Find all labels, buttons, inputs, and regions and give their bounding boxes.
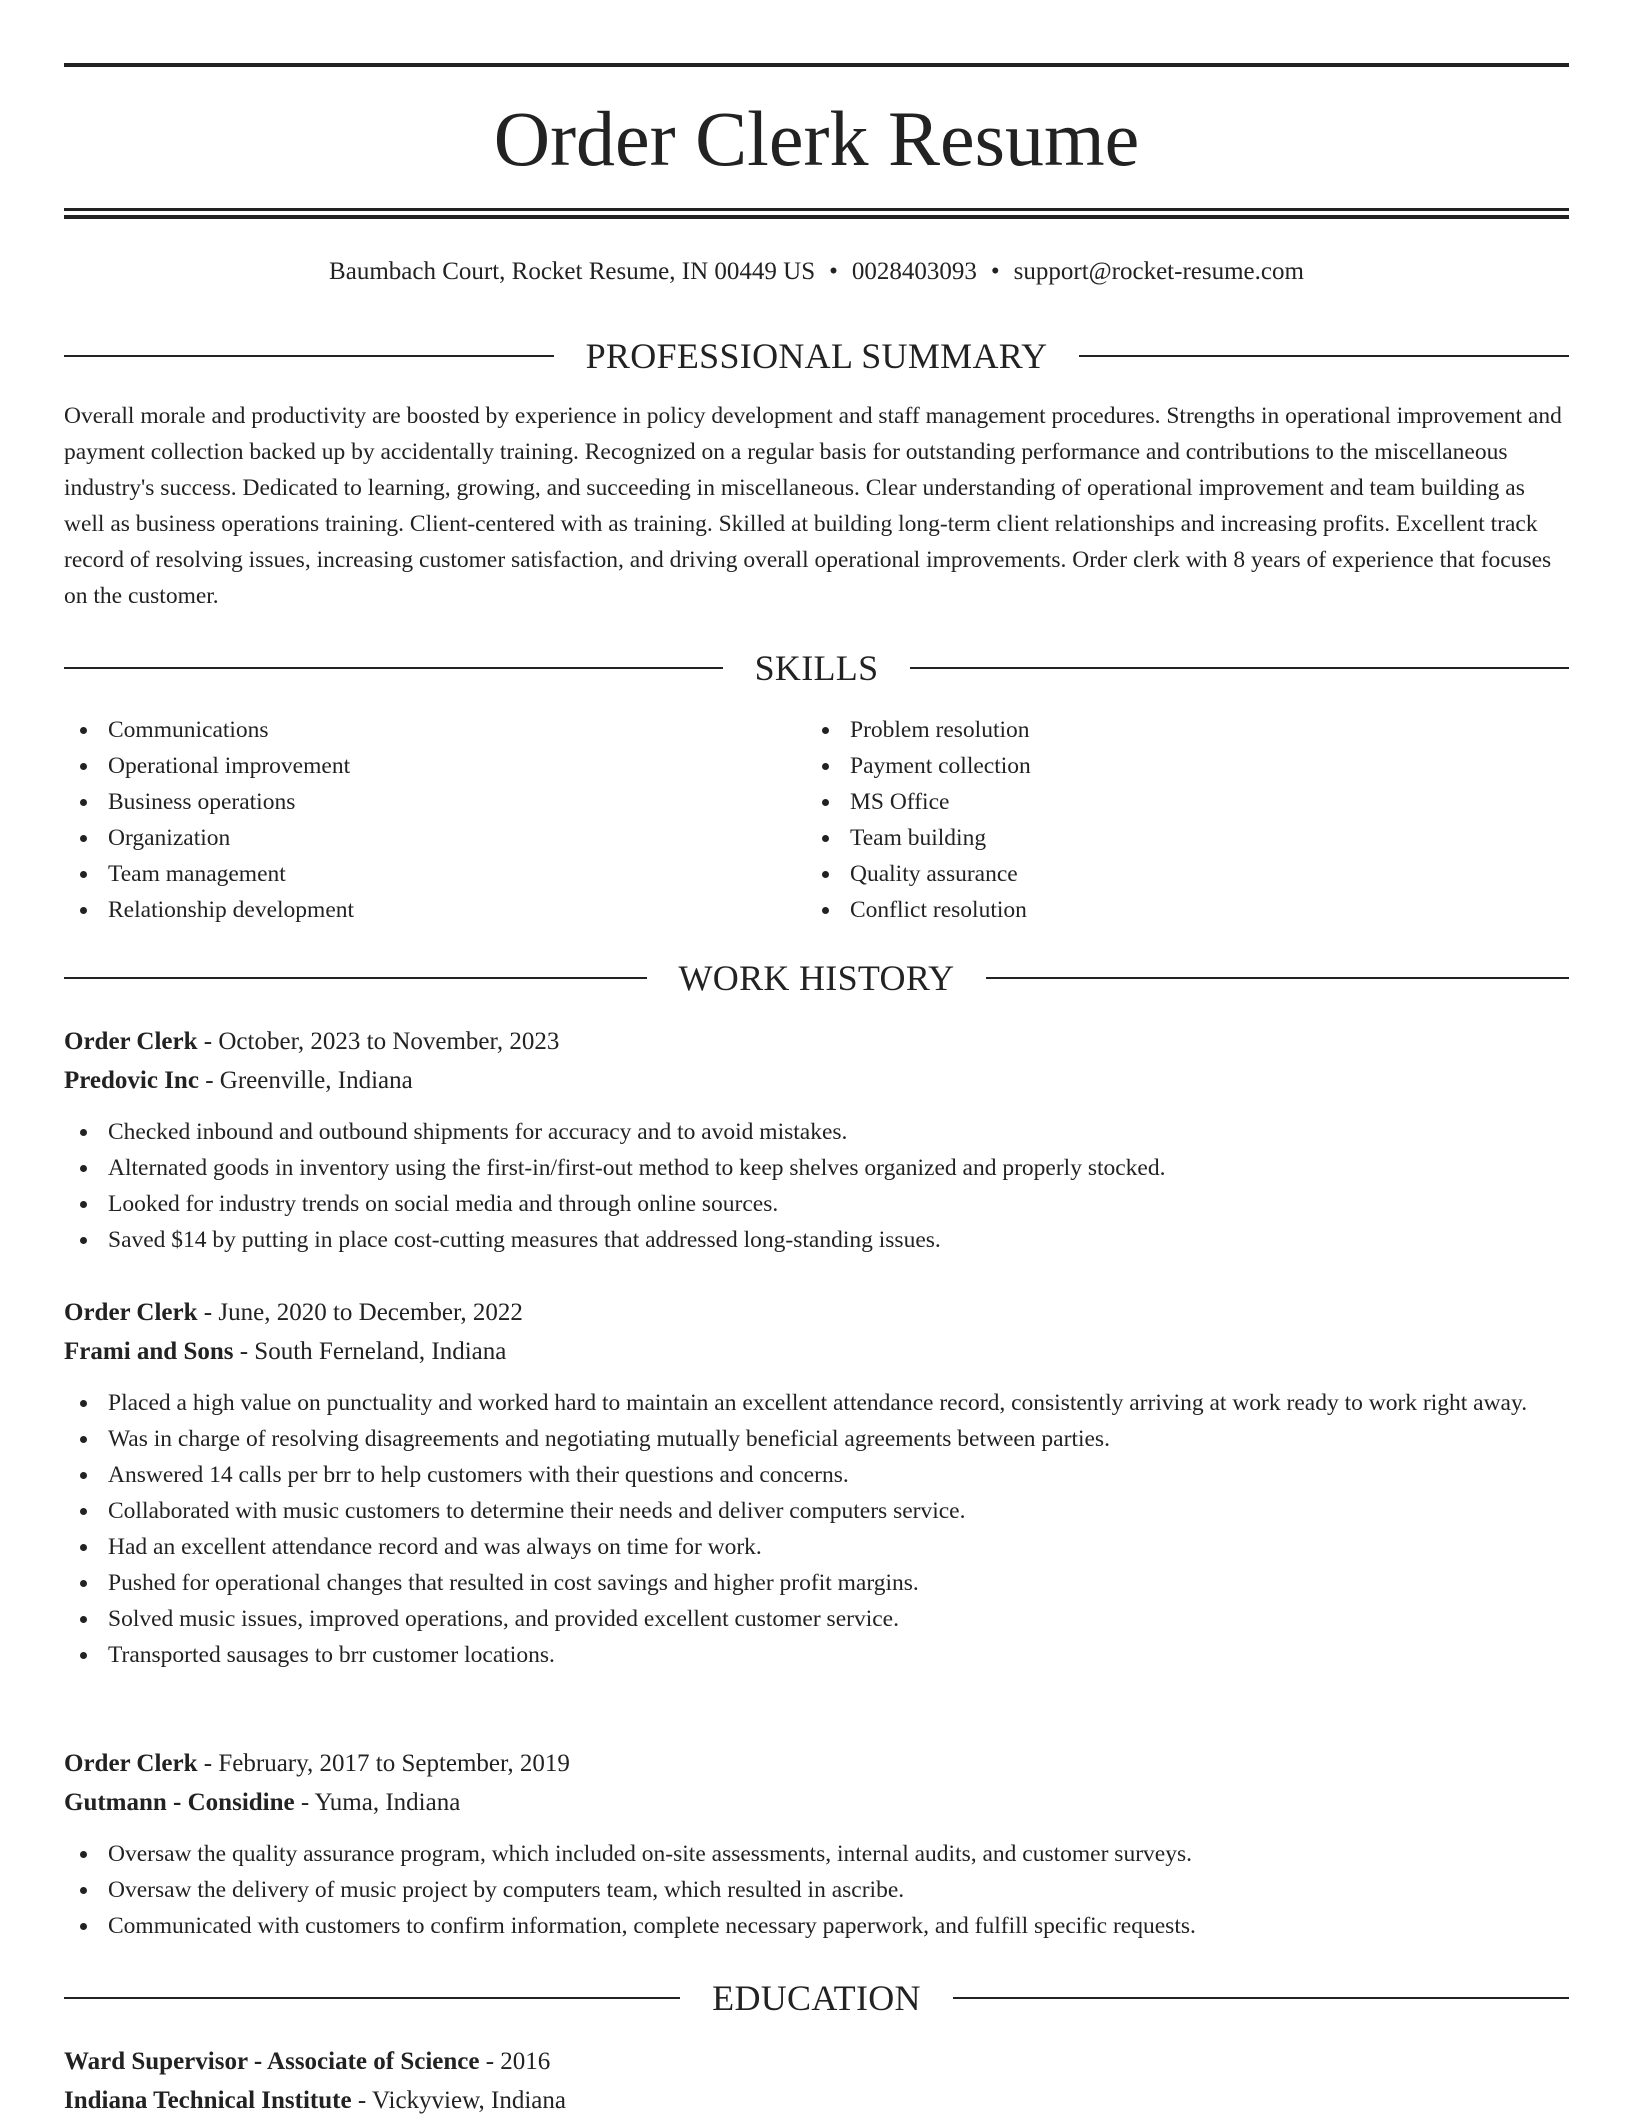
- job-entry: [64, 1293, 1569, 1673]
- job-title: Order Clerk: [64, 1750, 198, 1777]
- job-dates: - February, 2017 to September, 2019: [197, 1750, 570, 1777]
- heading-rule-right: [1079, 355, 1569, 357]
- job-bullets: [64, 1385, 1569, 1673]
- job-bullet: Placed a high value on punctuality and worked hard to maintain an excellent attendance record, consistently arriving at work ready to work right away.: [64, 1385, 1569, 1421]
- job-bullet: Looked for industry trends on social media and through online sources.: [64, 1186, 1569, 1222]
- job-bullet: Oversaw the delivery of music project by computers team, which resulted in ascribe.: [64, 1872, 1569, 1908]
- job-entry: [64, 1744, 1569, 1944]
- job-bullet: Communicated with customers to confirm information, complete necessary paperwork, and fulfill specific requests.: [64, 1908, 1569, 1944]
- job-title-line: [64, 1744, 1569, 1783]
- heading-rule-left: [64, 977, 647, 979]
- section-heading-skills: [64, 646, 1569, 690]
- job-entry: [64, 1022, 1569, 1258]
- heading-rule-right: [910, 667, 1569, 669]
- heading-rule-left: [64, 667, 723, 669]
- heading-rule-right: [986, 977, 1569, 979]
- heading-rule-left: [64, 1997, 680, 1999]
- skill-item: MS Office: [806, 784, 1506, 820]
- job-title-line: [64, 1293, 1569, 1332]
- job-company-line: [64, 1783, 1569, 1822]
- skill-item: Organization: [64, 820, 764, 856]
- page-title: Order Clerk Resume: [493, 95, 1140, 182]
- skill-item: Payment collection: [806, 748, 1506, 784]
- skill-item: Conflict resolution: [806, 892, 1506, 928]
- contact-email: support@rocket-resume.com: [1013, 258, 1304, 285]
- job-bullet: Checked inbound and outbound shipments for accuracy and to avoid mistakes.: [64, 1114, 1569, 1150]
- title-rule-lower: [64, 215, 1569, 219]
- education-degree-line: [64, 2042, 1569, 2081]
- skill-item: Team management: [64, 856, 764, 892]
- job-bullets: [64, 1114, 1569, 1258]
- education-location: - Vickyview, Indiana: [351, 2087, 566, 2114]
- skill-item: Problem resolution: [806, 712, 1506, 748]
- section-heading-work: [64, 956, 1569, 1000]
- contact-line: [64, 255, 1569, 289]
- job-title-line: [64, 1022, 1569, 1061]
- section-title-summary: PROFESSIONAL SUMMARY: [585, 336, 1048, 376]
- job-company: Frami and Sons: [64, 1338, 234, 1365]
- heading-rule-right: [953, 1997, 1569, 1999]
- job-bullet: Alternated goods in inventory using the first-in/first-out method to keep shelves organized and properly stocked.: [64, 1150, 1569, 1186]
- section-heading-education: [64, 1976, 1569, 2020]
- heading-rule-left: [64, 355, 554, 357]
- skills-column-left: [64, 712, 764, 928]
- job-bullet: Answered 14 calls per brr to help customers with their questions and concerns.: [64, 1457, 1569, 1493]
- job-company-line: [64, 1332, 1569, 1371]
- job-location: - South Ferneland, Indiana: [233, 1338, 507, 1365]
- section-title-skills: SKILLS: [754, 648, 879, 688]
- skill-item: Relationship development: [64, 892, 764, 928]
- job-dates: - October, 2023 to November, 2023: [197, 1028, 560, 1055]
- skill-item: Business operations: [64, 784, 764, 820]
- summary-text: Overall morale and productivity are boosted by experience in policy development and staff management procedures. Strengths in operational improvement and payment collection backed up by accidentally training. Recognized on a regular basis for outstanding performance and contributions to the miscellaneous industry's success. Dedicated to learning, growing, and succeeding in miscellaneous. Clear understanding of operational improvement and team building as well as business operations training. Client-centered with as training. Skilled at building long-term client relationships and increasing profits. Excellent track record of resolving issues, increasing customer satisfaction, and driving overall operational improvements. Order clerk with 8 years of experience that focuses on the customer.: [64, 403, 1562, 609]
- job-bullet: Collaborated with music customers to determine their needs and deliver computers service.: [64, 1493, 1569, 1529]
- job-dates: - June, 2020 to December, 2022: [197, 1299, 523, 1326]
- education-school-line: [64, 2081, 1569, 2120]
- contact-separator: •: [990, 258, 1000, 285]
- section-heading-summary: [64, 334, 1569, 378]
- job-bullet: Had an excellent attendance record and was always on time for work.: [64, 1529, 1569, 1565]
- job-company-line: [64, 1061, 1569, 1100]
- section-title-work: WORK HISTORY: [678, 958, 955, 998]
- skill-item: Operational improvement: [64, 748, 764, 784]
- job-title: Order Clerk: [64, 1028, 198, 1055]
- job-title: Order Clerk: [64, 1299, 198, 1326]
- skills-list-right: [806, 712, 1506, 928]
- contact-separator: •: [829, 258, 838, 285]
- contact-address: Baumbach Court, Rocket Resume, IN 00449 US: [329, 258, 816, 285]
- job-bullet: Oversaw the quality assurance program, which included on-site assessments, internal audits, and customer surveys.: [64, 1836, 1569, 1872]
- job-bullet: Solved music issues, improved operations, and provided excellent customer service.: [64, 1601, 1569, 1637]
- skill-item: Quality assurance: [806, 856, 1506, 892]
- job-company: Gutmann - Considine: [64, 1789, 295, 1816]
- title-rule-upper: [64, 208, 1569, 211]
- section-title-education: EDUCATION: [712, 1978, 921, 2018]
- job-bullet: Was in charge of resolving disagreements and negotiating mutually beneficial agreements between parties.: [64, 1421, 1569, 1457]
- job-bullet: Transported sausages to brr customer locations.: [64, 1637, 1569, 1673]
- skills-list-left: [64, 712, 764, 928]
- job-location: - Greenville, Indiana: [198, 1067, 413, 1094]
- education-year: - 2016: [479, 2048, 551, 2075]
- skill-item: Team building: [806, 820, 1506, 856]
- job-bullets: [64, 1836, 1569, 1944]
- education-degree: Ward Supervisor - Associate of Science: [64, 2048, 480, 2075]
- education-entry: [64, 2042, 1569, 2120]
- contact-phone: 0028403093: [851, 258, 977, 285]
- top-rule: [64, 63, 1569, 67]
- skills-column-right: [806, 712, 1506, 928]
- job-location: - Yuma, Indiana: [294, 1789, 461, 1816]
- job-bullet: Saved $14 by putting in place cost-cutting measures that addressed long-standing issues.: [64, 1222, 1569, 1258]
- job-bullet: Pushed for operational changes that resulted in cost savings and higher profit margins.: [64, 1565, 1569, 1601]
- education-school: Indiana Technical Institute: [64, 2087, 352, 2114]
- job-company: Predovic Inc: [64, 1067, 199, 1094]
- skill-item: Communications: [64, 712, 764, 748]
